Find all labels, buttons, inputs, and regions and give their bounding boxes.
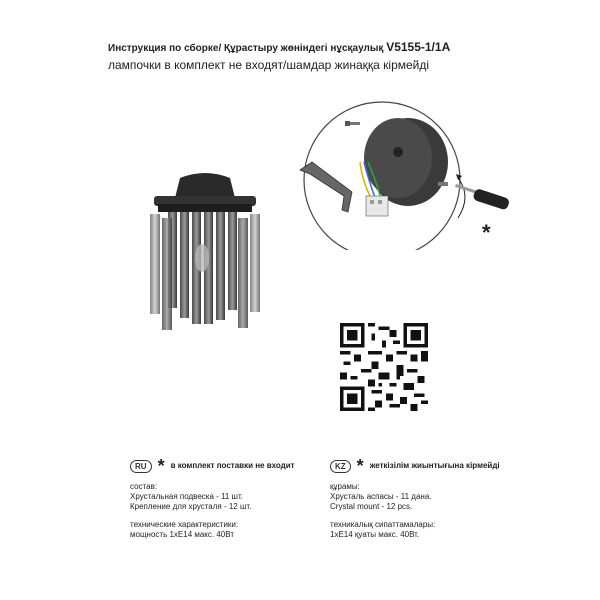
qr-code bbox=[340, 323, 428, 411]
kz-composition-item: Crystal mount - 12 pcs. bbox=[330, 502, 413, 511]
ru-not-included-note: в комплект поставки не входит bbox=[170, 461, 295, 470]
ru-specs-value: мощность 1хЕ14 макс. 40Вт bbox=[130, 530, 234, 539]
model-number: V5155-1/1A bbox=[386, 40, 451, 54]
kz-info-block bbox=[330, 458, 500, 540]
kz-composition-item: Хрусталь аспасы - 11 дана. bbox=[330, 492, 432, 501]
lamp-illustration bbox=[140, 168, 270, 348]
ru-asterisk: * bbox=[157, 456, 165, 476]
kz-language-badge: KZ bbox=[330, 460, 351, 473]
instruction-title bbox=[108, 40, 450, 54]
kz-specs-value: 1хЕ14 қуаты макс. 40Вт. bbox=[330, 530, 420, 539]
ru-language-badge: RU bbox=[130, 460, 152, 473]
ru-composition-item: Хрустальная подвеска - 11 шт. bbox=[130, 492, 243, 501]
instruction-title-text: Инструкция по сборке/ Құрастыру жөніндегі нұсқаулық bbox=[108, 43, 387, 54]
not-included-asterisk: * bbox=[482, 220, 491, 245]
kz-not-included-note: жеткізілім жиынтығына кірмейді bbox=[369, 461, 500, 470]
ru-specs-label: технические характеристики: bbox=[130, 520, 239, 529]
kz-asterisk: * bbox=[356, 456, 364, 476]
bulbs-not-included-note: лампочки в комплект не входят/шамдар жинаққа кірмейді bbox=[108, 58, 430, 72]
kz-composition-label: құрамы: bbox=[330, 482, 360, 491]
ru-header bbox=[130, 458, 295, 474]
ru-composition-item: Крепление для хрусталя - 12 шт. bbox=[130, 502, 252, 511]
ru-info-block bbox=[130, 458, 295, 540]
ru-composition-label: состав: bbox=[130, 482, 158, 491]
kz-specs-label: техникалық сипаттамалары: bbox=[330, 520, 436, 529]
kz-header bbox=[330, 458, 500, 474]
